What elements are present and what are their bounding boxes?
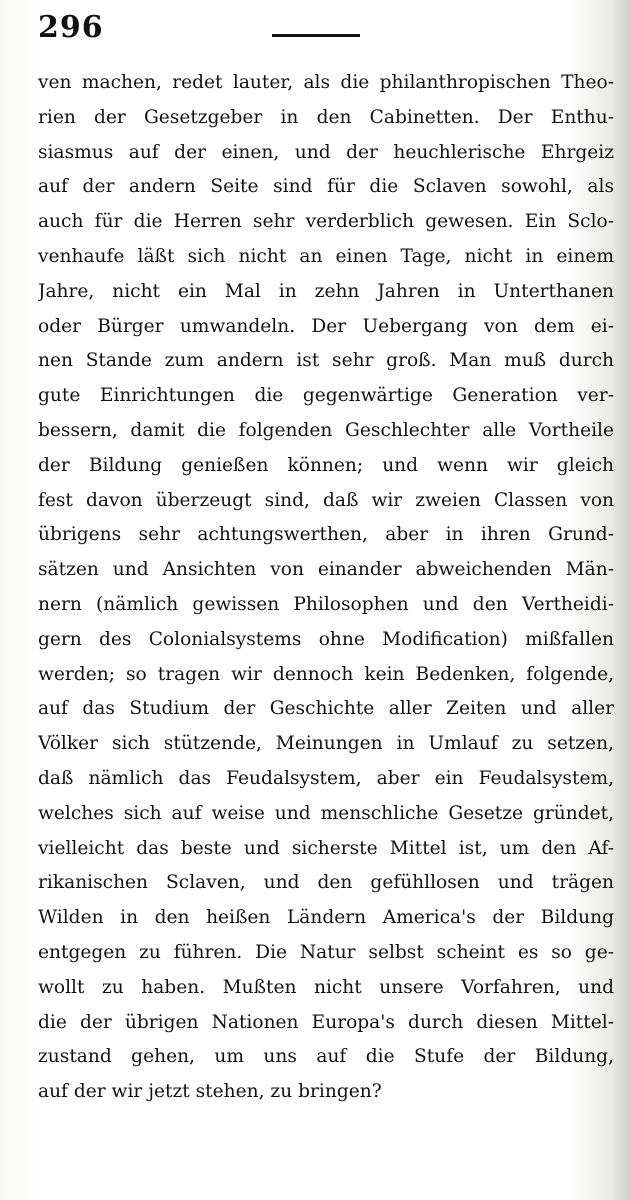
text-line: vielleicht das beste und sicherste Mittel ist, um den Af- [38, 837, 614, 859]
text-line: ven machen, redet lauter, als die philanthropischen Theo- [38, 72, 614, 93]
text-line: welches sich auf weise und menschliche Gesetze gründet, [38, 802, 614, 824]
page-header [0, 0, 630, 60]
text-line: auf der wir jetzt stehen, zu bringen? [38, 1081, 382, 1103]
text-line: entgegen zu führen. Die Natur selbst scheint es so ge- [38, 941, 614, 963]
text-line: auch für die Herren sehr verderblich gewesen. Ein Sclo- [38, 211, 614, 233]
text-line: bessern, damit die folgenden Geschlechter alle Vortheile [38, 419, 614, 441]
text-line: der Bildung genießen können; und wenn wir gleich [38, 454, 614, 476]
text-line: übrigens sehr achtungswerthen, aber in ihren Grund- [38, 524, 614, 546]
body-text [38, 66, 614, 1110]
text-line: oder Bürger umwandeln. Der Uebergang von dem ei- [38, 315, 614, 337]
page-number: 296 [38, 10, 104, 45]
text-line: auf das Studium der Geschichte aller Zeiten und aller [38, 698, 614, 720]
text-line: Völker sich stützende, Meinungen in Umlauf zu setzen, [38, 733, 614, 755]
text-line: venhaufe läßt sich nicht an einen Tage, nicht in einem [38, 245, 614, 267]
header-rule [272, 34, 360, 37]
text-line: siasmus auf der einen, und der heuchlerische Ehrgeiz [38, 141, 614, 163]
text-line: zustand gehen, um uns auf die Stufe der Bildung, [38, 1046, 614, 1068]
text-line: gute Einrichtungen die gegenwärtige Generation ver- [38, 385, 614, 407]
text-line: sätzen und Ansichten von einander abweichenden Män- [38, 559, 614, 581]
text-line: rikanischen Sclaven, und den gefühllosen und trägen [38, 872, 614, 894]
text-line: fest davon überzeugt sind, daß wir zweien Classen von [38, 489, 614, 511]
text-line: nen Stande zum andern ist sehr groß. Man muß durch [38, 350, 614, 372]
text-line: daß nämlich das Feudalsystem, aber ein Feudalsystem, [38, 767, 614, 789]
text-line: auf der andern Seite sind für die Sclaven sowohl, als [38, 176, 614, 198]
text-line: gern des Colonialsystems ohne Modification) mißfallen [38, 628, 614, 650]
text-line: rien der Gesetzgeber in den Cabinetten. Der Enthu- [38, 106, 614, 128]
text-line: Jahre, nicht ein Mal in zehn Jahren in Unterthanen [38, 280, 614, 302]
text-line: werden; so tragen wir dennoch kein Bedenken, folgende, [38, 663, 614, 685]
text-line: Wilden in den heißen Ländern America's der Bildung [38, 907, 614, 929]
text-line: wollt zu haben. Mußten nicht unsere Vorfahren, und [38, 976, 614, 998]
text-line: die der übrigen Nationen Europa's durch diesen Mittel- [38, 1011, 614, 1033]
text-line: nern (nämlich gewissen Philosophen und den Vertheidi- [38, 593, 614, 615]
